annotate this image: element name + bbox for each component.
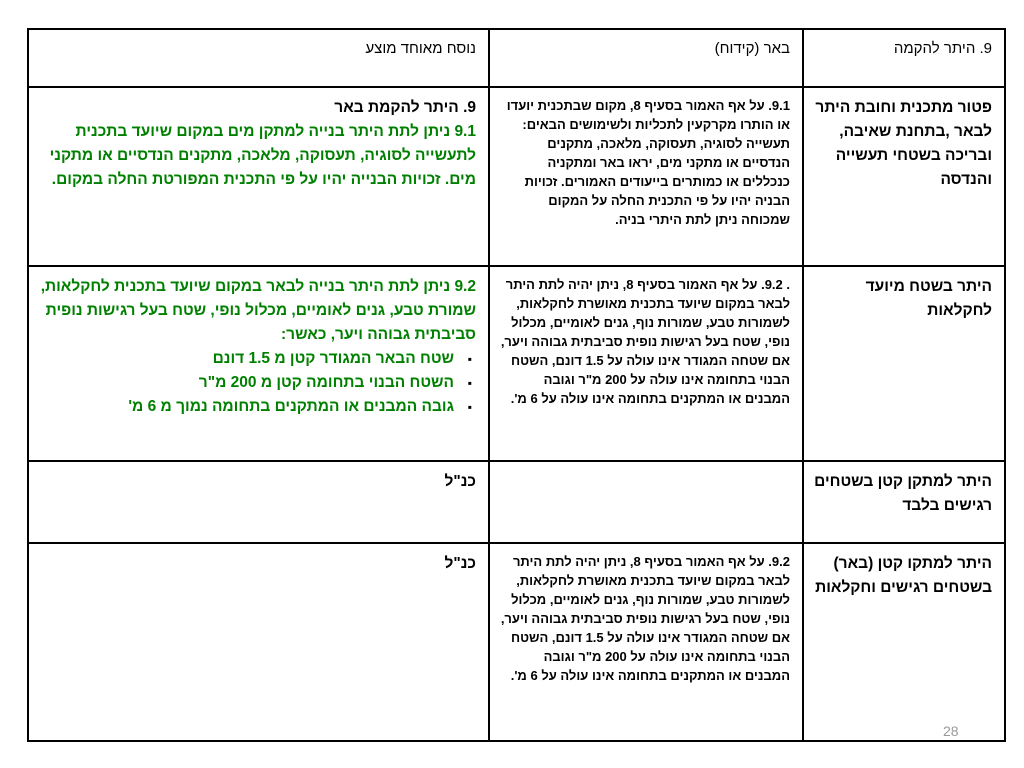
proposed-text: כנ"ל	[444, 473, 476, 490]
category-cell	[803, 461, 1005, 543]
header-proposed-text: נוסח מאוחד מוצע	[365, 40, 476, 57]
category-text: היתר למתקן קטן בשטחים רגישים בלבד	[814, 473, 992, 514]
proposed-text: 9.2 ניתן לתת היתר בנייה לבאר במקום שיועד בתכנית לחקלאות, שמורת טבע, גנים לאומיים, מכלול נופי, שטח בעל רגישות נופית סביבתית גבוהה ויער, כאשר:	[40, 278, 476, 343]
existing-cell	[489, 543, 803, 741]
proposed-cell	[28, 543, 489, 741]
page-number: 28	[943, 723, 959, 739]
existing-cell	[489, 266, 803, 461]
list-item: ▪ גובה המבנים או המתקנים בתחומה נמוך מ 6 מ'	[39, 395, 454, 419]
category-text: היתר בשטח מיועד לחקלאות	[865, 278, 992, 319]
existing-text: . 9.2. על אף האמור בסעיף 8, ניתן יהיה לתת היתר לבאר במקום שיועד בתכנית מאושרת לחקלאות, לשמורות טבע, שמורות נוף, גנים לאומיים, מכלול נופי, שטח בעל רגישות נופית סביבתית גבוהה ויער, אם שטחה המגודר אינו עולה על 1.5 דונם, השטח הבנוי בתחומה אינו עולה על 200 מ"ר וגובה המבנים או המתקנים בתחומה אינו עולה על 6 מ'.	[500, 277, 790, 406]
header-category-text: 9. היתר להקמה	[893, 40, 992, 57]
comparison-table	[27, 28, 1006, 742]
proposed-cell	[28, 461, 489, 543]
category-text: פטור מתכנית וחובת היתר לבאר ,בתחנת שאיבה, ובריכה בשטחי תעשייה והנדסה	[815, 99, 992, 188]
list-item: ▪ השטח הבנוי בתחומה קטן מ 200 מ"ר	[39, 371, 454, 395]
proposed-title: 9. היתר להקמת באר	[334, 99, 476, 116]
category-text: היתר למתקו קטן (באר) בשטחים רגישים וחקלאות	[815, 555, 992, 596]
list-item: ▪ שטח הבאר המגודר קטן מ 1.5 דונם	[39, 347, 454, 371]
existing-text	[490, 462, 802, 474]
table-row	[28, 266, 1005, 461]
proposed-cell	[28, 266, 489, 461]
proposed-text: 9.1 ניתן לתת היתר בנייה למתקן מים במקום שיועד בתכנית לתעשייה לסוגיה, תעסוקה, מלאכה, מתקנים הנדסיים או מתקני מים. זכויות הבנייה יהיו על פי התכנית המפורטת החלה במקום.	[49, 123, 476, 188]
table-row	[28, 87, 1005, 266]
table-header-row	[28, 29, 1005, 87]
existing-cell	[489, 461, 803, 543]
table-row	[28, 543, 1005, 741]
category-cell	[803, 266, 1005, 461]
header-cell-proposed	[28, 29, 489, 87]
existing-cell	[489, 87, 803, 266]
existing-text: 9.2. על אף האמור בסעיף 8, ניתן יהיה לתת היתר לבאר במקום שיועד בתכנית מאושרת לחקלאות, לשמורות טבע, שמורות נוף, גנים לאומיים, מכלול נופי, שטח בעל רגישות נופית סביבתית גבוהה ויער, אם שטחה המגודר אינו עולה על 1.5 דונם, השטח הבנוי בתחומה אינו עולה על 200 מ"ר וגובה המבנים או המתקנים בתחומה אינו עולה על 6 מ'.	[500, 554, 790, 683]
table-row	[28, 461, 1005, 543]
proposed-cell	[28, 87, 489, 266]
category-cell	[803, 543, 1005, 741]
existing-text: 9.1. על אף האמור בסעיף 8, מקום שבתכנית יועדו או הותרו מקרקעין לתכליות ולשימושים הבאים: תעשייה לסוגיה, תעסוקה, מלאכה, מתקנים הנדסיים או מתקני מים, יראו באר ומתקניה כנכללים או כמותרים בייעודים האמורים. זכויות הבניה יהיו על פי התכנית החלה על המקום שמכוחה ניתן לתת היתרי בניה.	[506, 98, 790, 227]
header-cell-existing	[489, 29, 803, 87]
category-cell	[803, 87, 1005, 266]
proposed-text: כנ"ל	[444, 555, 476, 572]
header-existing-text: באר (קידוח)	[714, 40, 790, 57]
header-cell-category	[803, 29, 1005, 87]
proposed-conditions-list	[39, 347, 476, 419]
